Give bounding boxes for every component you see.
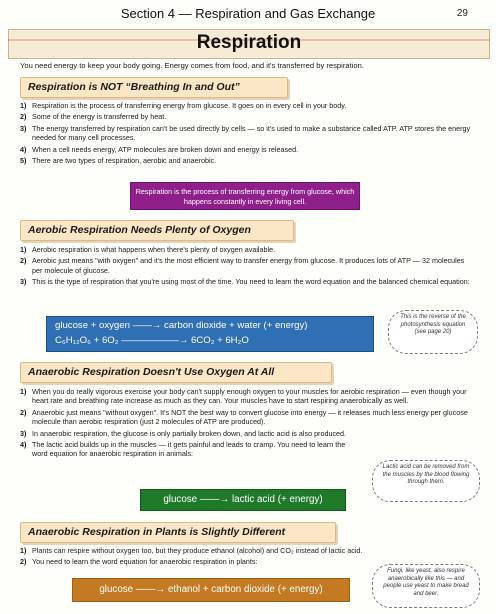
list-item-text: Plants can respire without oxygen too, but they produce ethanol (alcohol) and CO₂ instead of lactic acid. bbox=[32, 546, 363, 555]
page-number: 29 bbox=[456, 8, 468, 19]
section1-heading-text: Respiration is NOT “Breathing In and Out” bbox=[28, 81, 240, 93]
list-item-text: Some of the energy is transferred by heat. bbox=[32, 112, 167, 122]
section2-list bbox=[20, 245, 475, 289]
list-item: 3) In anaerobic respiration, the glucose is only partially broken down, and lactic acid is also produced. bbox=[20, 428, 347, 438]
list-item: 4) When a cell needs energy, ATP molecules are broken down and energy is released. bbox=[20, 144, 299, 154]
list-item-text: When a cell needs energy, ATP molecules are broken down and energy is released. bbox=[32, 144, 299, 154]
lactic-acid-cloud: Lactic acid can be removed from the muscles by the blood flowing through them. bbox=[372, 460, 480, 502]
list-item: 3) The energy transferred by respiration can't be used directly by cells — so it's used to make a substance called ATP. ATP stores the energy needed for many cell processes. bbox=[20, 123, 471, 143]
section-title: Section 4 — Respiration and Gas Exchange bbox=[120, 6, 376, 21]
list-item: 2) Aerobic just means "with oxygen" and it's the most efficient way to transfer energy from glucose. It produces lots of ATP — 32 molecules per molecule of glucose. bbox=[20, 256, 465, 275]
anaerobic-animal-equation: glucose ——→ lactic acid (+ energy) bbox=[140, 489, 346, 511]
list-item: 1) Respiration is the process of transferring energy from glucose. It goes on in every cell in your body. bbox=[20, 101, 347, 110]
anaerobic-plant-equation: glucose ——→ ethanol + carbon dioxide (+ energy) bbox=[72, 578, 350, 602]
list-item-text: You need to learn the word equation for anaerobic respiration in plants: bbox=[32, 557, 258, 567]
section1-list bbox=[20, 101, 475, 167]
section3-list bbox=[20, 387, 475, 461]
aerobic-chemical-equation: C₆H₁₂O₆ + 6O₂ ——————→ 6CO₂ + 6H₂O bbox=[55, 335, 249, 346]
page-title: Respiration bbox=[196, 32, 302, 53]
section4-heading-text: Anaerobic Respiration in Plants is Slightly Different bbox=[28, 526, 286, 538]
list-item-text: There are two types of respiration, aerobic and anaerobic. bbox=[32, 156, 217, 166]
aerobic-equation-box bbox=[46, 316, 374, 352]
section3-heading-text: Anaerobic Respiration Doesn't Use Oxygen At All bbox=[28, 366, 275, 378]
section3-heading bbox=[20, 362, 332, 383]
list-item: 2) Some of the energy is transferred by heat. bbox=[20, 112, 167, 122]
section2-heading-text: Aerobic Respiration Needs Plenty of Oxygen bbox=[28, 224, 251, 236]
list-item: 3) This is the type of respiration that you're using most of the time. You need to learn the word equation and the balanced chemical equation: bbox=[20, 277, 470, 287]
section4-heading bbox=[20, 522, 336, 543]
list-item-text: This is the type of respiration that you're using most of the time. You need to learn the word equation and the balanced chemical equation: bbox=[32, 277, 470, 287]
list-item-text: Respiration is the process of transferring energy from glucose. It goes on in every cell in your body. bbox=[32, 101, 347, 110]
title-banner bbox=[8, 29, 490, 59]
page-header bbox=[0, 6, 496, 24]
list-item: 2) You need to learn the word equation for anaerobic respiration in plants: bbox=[20, 557, 258, 567]
list-item-text: The energy transferred by respiration can't be used directly by cells — so it's used to make a substance called ATP. ATP stores the energy needed for many cell processes. bbox=[32, 123, 471, 143]
list-item: 1) When you do really vigorous exercise your body can't supply enough oxygen to your muscles for aerobic respiration — even though your heart rate and breathing rate increase as much as they can. Your muscles have to start respiring anaerobically as well. bbox=[20, 387, 467, 406]
list-item-text: Anaerobic just means "without oxygen". It's NOT the best way to convert glucose into energy — it releases much less energy per glucose molecule than aerobic respiration (just 2 molecules of ATP are produced). bbox=[32, 407, 468, 427]
section1-heading bbox=[20, 77, 288, 98]
list-item-text: In anaerobic respiration, the glucose is only partially broken down, and lactic acid is also produced. bbox=[32, 428, 347, 438]
list-item-text: The lactic acid builds up in the muscles — it gets painful and leads to cramp. You need to learn the word equation for anaerobic respiration in animals: bbox=[32, 440, 346, 459]
list-item: 1) Plants can respire without oxygen too, but they produce ethanol (alcohol) and CO₂ instead of lactic acid. bbox=[20, 546, 363, 555]
list-item-text: Aerobic just means "with oxygen" and it's the most efficient way to transfer energy from glucose. It produces lots of ATP — 32 molecules per molecule of glucose. bbox=[32, 256, 465, 275]
reverse-equation-cloud: This is the reverse of the photosynthesis equation (see page 20) bbox=[388, 310, 478, 354]
list-item: 4) The lactic acid builds up in the muscles — it gets painful and leads to cramp. You need to learn the word equation for anaerobic respiration in animals: bbox=[20, 440, 346, 459]
intro-text: You need energy to keep your body going. Energy comes from food, and it's transferred by respiration. bbox=[20, 61, 364, 70]
list-item: 2) Anaerobic just means "without oxygen". It's NOT the best way to convert glucose into energy — it releases much less energy per glucose molecule than aerobic respiration (just 2 molecules of ATP are produced). bbox=[20, 407, 468, 427]
section2-heading bbox=[20, 220, 294, 241]
aerobic-word-equation: glucose + oxygen ——→ carbon dioxide + water (+ energy) bbox=[55, 320, 308, 331]
list-item: 1) Aerobic respiration is what happens when there's plenty of oxygen available. bbox=[20, 245, 276, 254]
yeast-cloud: Fungi, like yeast, also respire anaerobically like this — and people use yeast to make bread and beer. bbox=[372, 564, 480, 608]
list-item: 5) There are two types of respiration, aerobic and anaerobic. bbox=[20, 156, 217, 166]
list-item-text: Aerobic respiration is what happens when there's plenty of oxygen available. bbox=[32, 245, 276, 254]
list-item-text: When you do really vigorous exercise your body can't supply enough oxygen to your muscles for aerobic respiration — even though your heart rate and breathing rate increase as much as they can. Your muscles have to start respiring anaerobically as well. bbox=[32, 387, 467, 406]
summary-note: Respiration is the process of transferring energy from glucose, which happens constantly in every living cell. bbox=[130, 182, 360, 210]
